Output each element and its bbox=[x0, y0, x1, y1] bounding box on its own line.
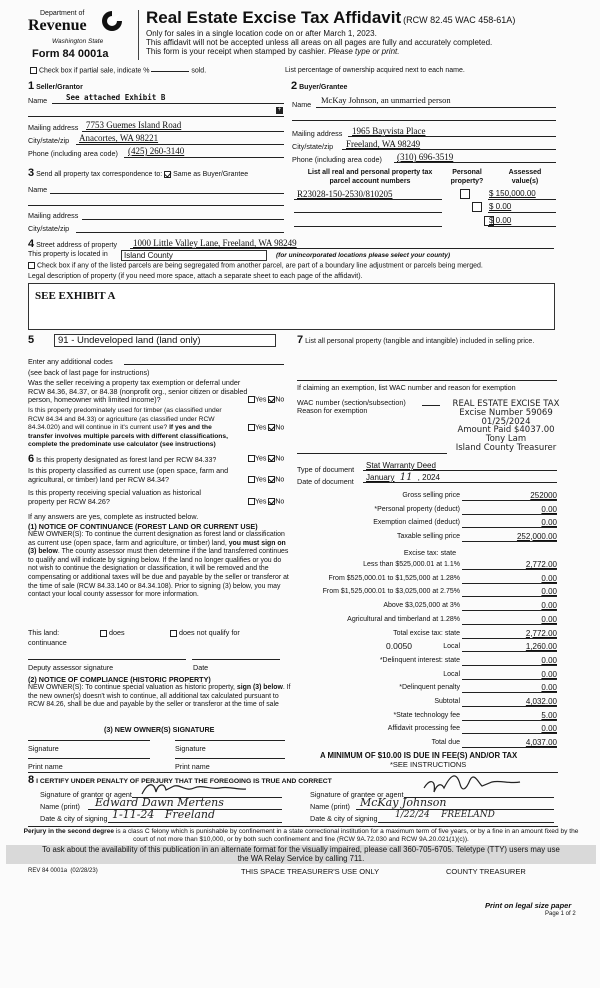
tax-state-row-label: Subtotal bbox=[434, 698, 460, 705]
notice2-text-b: . If the new owner(s) doesn't wish to continue, all additional tax calculated pursuant to RCW 84.26, shall be due and payable by the seller or transferor at the time of sale bbox=[28, 684, 291, 709]
buyer-mailing-label: Mailing address bbox=[292, 129, 343, 138]
notice2-text bbox=[28, 684, 292, 710]
tax-state-row-label: Local bbox=[443, 670, 460, 678]
seller-name-label: Name bbox=[28, 96, 48, 105]
new-owner-signature-title: (3) NEW OWNER(S) SIGNATURE bbox=[104, 725, 215, 734]
tax-state-row-value[interactable]: 0.00 bbox=[541, 614, 557, 624]
reason-label: Reason for exemption bbox=[297, 406, 368, 415]
notice2-bold: sign (3) below bbox=[236, 684, 283, 691]
buyer-mailing-line bbox=[348, 136, 556, 137]
personal-property-list-label: List all personal property (tangible and intangible) included in selling price. bbox=[305, 338, 535, 345]
grantee-date-field[interactable]: 1/22/24 FREELAND bbox=[395, 810, 495, 820]
assessed-value-2[interactable]: $ 0.00 bbox=[489, 202, 512, 211]
form-title-block bbox=[146, 8, 586, 56]
deputy-signature-line[interactable] bbox=[28, 659, 186, 660]
tax-state-row-label: Less than $525,000.01 at 1.1% bbox=[363, 561, 460, 568]
section-2-number: 2 bbox=[291, 80, 298, 92]
doc-type-field[interactable]: Stat Warranty Deed bbox=[366, 461, 436, 470]
form-title: Real Estate Excise Tax Affidavit bbox=[146, 8, 402, 27]
county-treasurer-label: COUNTY TREASURER bbox=[446, 867, 526, 876]
deputy-date-label: Date bbox=[193, 663, 209, 672]
seller-heading bbox=[28, 80, 83, 92]
grantee-name-field[interactable]: McKay Johnson bbox=[360, 796, 447, 809]
doc-date-line bbox=[363, 482, 557, 483]
stamp-line-2: Excise Number 59069 bbox=[459, 407, 553, 418]
correspondence-mailing-label: Mailing address bbox=[28, 211, 79, 220]
buyer-name-field[interactable]: McKay Johnson, an unmarried person bbox=[321, 95, 451, 105]
county-note: (for unincorporated locations please select your county) bbox=[276, 252, 451, 259]
no-label: No bbox=[275, 424, 285, 432]
seller-city-line bbox=[76, 144, 284, 145]
grantee-date-line bbox=[378, 822, 554, 823]
header-divider bbox=[138, 10, 139, 60]
exemption-label: If claiming an exemption, list WAC number and reason for exemption bbox=[297, 383, 516, 392]
tax-state-row-line bbox=[462, 651, 557, 652]
assessed-value-1[interactable]: $ 150,000.00 bbox=[489, 189, 536, 198]
seller-phone-field[interactable]: (425) 260-3140 bbox=[128, 146, 185, 156]
tax-state-row-label: Above $3,025,000 at 3% bbox=[383, 602, 460, 610]
segregation-label: Check box if any of the listed parcels are being segregated from another parcel, are part of a boundary line adjustment or parcels being merged. bbox=[36, 262, 483, 270]
section6-q3-answer bbox=[248, 498, 284, 505]
grantor-signature-label: Signature of grantor or agent bbox=[40, 790, 132, 799]
perjury-text: is a class C felony which is punishable by confinement in a state correctional institution for a maximum term of five years, or by a fine in an amount fixed by the court of not more than $10,000, or by both such confinement and fine (RCW 9A.72.030 and RCW 9A.20.021(1)(c)). bbox=[115, 828, 579, 843]
located-label: This property is located in bbox=[28, 251, 108, 258]
owner-signature-line-2[interactable] bbox=[175, 740, 285, 741]
same-as-buyer-checkbox[interactable] bbox=[164, 171, 171, 178]
seller-city-label: City/state/zip bbox=[28, 136, 70, 145]
tax-state-row-line bbox=[462, 638, 557, 639]
tax-state-row-label: Total due bbox=[431, 739, 460, 747]
correspondence-mailing-line bbox=[82, 219, 284, 220]
personal-property-checkbox-2[interactable] bbox=[472, 202, 482, 212]
wac-line[interactable] bbox=[422, 405, 440, 406]
owner-print-label-1: Print name bbox=[28, 762, 63, 771]
tax-state-row-label: Affidavit processing fee bbox=[387, 725, 460, 733]
notice2-text-a: NEW OWNER(S): To continue special valuation as historic property, bbox=[28, 684, 235, 691]
header-line-3 bbox=[146, 47, 586, 56]
buyer-heading bbox=[291, 80, 347, 92]
seller-phone-label: Phone (including area code) bbox=[28, 149, 118, 158]
tax-row-label: *Personal property (deduct) bbox=[374, 505, 460, 513]
does-not-option bbox=[170, 628, 240, 637]
tax-row-value[interactable]: 252,000.00 bbox=[516, 531, 557, 541]
section5-q1: Was the seller receiving a property tax exemption or deferral under RCW 84.36, 84.37, or 84.38 (nonprofit org., senior citizen or disabled person, homeowner with limited income)? bbox=[28, 378, 248, 404]
tax-state-row-value[interactable]: 5.00 bbox=[541, 710, 557, 720]
partial-sale-sold-label: sold. bbox=[191, 67, 207, 75]
parcel-number-1[interactable]: R23028-150-2530/810205 bbox=[297, 189, 393, 199]
parcel-col-header: List all real and personal property tax parcel account numbers bbox=[307, 169, 433, 185]
tax-row-line bbox=[462, 527, 557, 528]
see-instructions: *SEE INSTRUCTIONS bbox=[390, 760, 467, 769]
alt-format-notice: To ask about the availability of this publication in an alternate format for the visually impaired, please call 360-705-6705. Teletype (TTY) users may use the WA Relay Service by calling 711. bbox=[6, 845, 596, 864]
add-seller-icon[interactable]: + bbox=[277, 107, 282, 113]
tax-state-row-value[interactable]: 2,772.00 bbox=[525, 628, 557, 638]
seller-mailing-field[interactable]: 7753 Guemes Island Road bbox=[86, 120, 182, 130]
owner-signature-label-2: Signature bbox=[175, 744, 206, 753]
tax-state-row-value[interactable]: 0.00 bbox=[541, 655, 557, 665]
seller-name-line bbox=[52, 103, 284, 104]
assessed-col-header: Assessed value(s) bbox=[508, 169, 542, 185]
tax-state-row-line bbox=[462, 733, 557, 734]
parcel-line-3 bbox=[294, 226, 442, 227]
agency-logo bbox=[28, 8, 133, 64]
notice1-text-b: . The county assessor must then determine if the land transferred continues to qualify and will indicate by signing below. If the land no longer qualifies or you do not wish to continue the designation or classification, it will be removed and the compensating or additional taxes will be due and payable by the seller or transferor at the time of sale (RCW 84.33.140 or 84.34.108). Prior to signing (3) below, you may contact your local county assessor for more information. bbox=[28, 548, 289, 599]
stamp-line-4: Amount Paid $4037.00 bbox=[457, 425, 555, 436]
section-8-number: 8 bbox=[28, 774, 35, 786]
tax-state-row-value[interactable]: 4,032.00 bbox=[525, 697, 557, 706]
header-line-2: This affidavit will not be accepted unless all areas on all pages are fully and accurately completed. bbox=[146, 38, 493, 47]
tax-state-row-line bbox=[462, 747, 557, 748]
legal-description-text: SEE EXHIBIT A bbox=[35, 290, 116, 302]
section5-q1-no-checkbox[interactable] bbox=[268, 396, 275, 403]
seller-mailing-line bbox=[82, 131, 284, 132]
deputy-date-line[interactable] bbox=[192, 659, 280, 660]
agency-name: Revenue bbox=[28, 17, 87, 34]
does-label: does bbox=[109, 628, 125, 637]
section7-label bbox=[297, 336, 562, 346]
buyer-name-label: Name bbox=[292, 100, 312, 109]
tax-state-row-label: From $525,000.01 to $1,525,000 at 1.28% bbox=[328, 574, 460, 582]
grantor-date-label: Date & city of signing bbox=[40, 814, 108, 823]
grantee-signature-field[interactable] bbox=[420, 770, 530, 798]
section-3-number: 3 bbox=[28, 167, 35, 179]
reason-line[interactable] bbox=[297, 453, 447, 454]
buyer-city-label: City/state/zip bbox=[292, 142, 334, 151]
yes-label: Yes bbox=[255, 396, 267, 404]
tax-state-row-line bbox=[462, 624, 557, 625]
section5-q2-yes-checkbox[interactable] bbox=[248, 424, 255, 431]
buyer-heading-label: Buyer/Grantee bbox=[299, 84, 348, 91]
segregation-row bbox=[28, 262, 483, 269]
notice1-text-a: NEW OWNER(S): To continue the current designation as forest land or classification as current use (open space, farm and agriculture, or timber) land, bbox=[28, 531, 285, 547]
tax-state-row-line bbox=[462, 692, 557, 693]
tax-row-label: Gross selling price bbox=[402, 492, 460, 499]
grantor-signature-field[interactable] bbox=[140, 780, 240, 796]
form-number: Form 84 0001a bbox=[32, 48, 109, 60]
perjury-bold: Perjury in the second degree bbox=[23, 828, 115, 835]
buyer-phone-label: Phone (including area code) bbox=[292, 155, 382, 164]
land-use-select[interactable]: 91 - Undeveloped land (land only) bbox=[54, 334, 276, 347]
section6-q2: Is this property classified as current use (open space, farm and agricultural, or timber) land per RCW 84.34? bbox=[28, 466, 229, 484]
assessed-line-3 bbox=[488, 226, 556, 227]
tax-state-row-line bbox=[462, 583, 557, 584]
correspondence-city-line bbox=[76, 232, 284, 233]
owner-print-line-1[interactable] bbox=[28, 758, 150, 759]
form-rcw: (RCW 82.45 WAC 458-61A) bbox=[403, 15, 516, 25]
ownership-note: List percentage of ownership acquired next to each name. bbox=[285, 67, 465, 74]
section6-instructions: If any answers are yes, complete as instructed below. bbox=[28, 512, 199, 521]
section6-q3: Is this property receiving special valuation as historical property per RCW 84.26? bbox=[28, 488, 201, 506]
tax-state-row-label: Agricultural and timberland at 1.28% bbox=[347, 615, 460, 623]
section6-q2-yes-checkbox[interactable] bbox=[248, 476, 255, 483]
property-street-field[interactable]: 1000 Little Valley Lane, Freeland, WA 98249 bbox=[133, 238, 297, 248]
same-as-buyer-label: Same as Buyer/Grantee bbox=[173, 171, 249, 178]
rev-number: REV 84 0001a (02/28/23) bbox=[28, 868, 98, 874]
section-5-number: 5 bbox=[28, 334, 35, 346]
page-number: Page 1 of 2 bbox=[545, 911, 576, 917]
grantee-signature-label: Signature of grantee or agent bbox=[310, 790, 404, 799]
does-not-label: does not qualify for bbox=[179, 628, 240, 637]
tax-state-row-label: *Delinquent penalty bbox=[399, 684, 460, 692]
tax-state-row-value[interactable]: 0.00 bbox=[541, 587, 557, 597]
doc-date-month: January bbox=[366, 473, 395, 482]
section6-q2-answer bbox=[248, 476, 284, 483]
segregation-checkbox[interactable] bbox=[28, 262, 35, 269]
perjury-notice bbox=[16, 828, 586, 844]
state-name: Washington State bbox=[52, 38, 104, 45]
dept-line: Department of bbox=[40, 10, 85, 17]
buyer-phone-field[interactable]: (310) 696-3519 bbox=[397, 152, 454, 162]
section6-q1-no-checkbox[interactable] bbox=[268, 455, 275, 462]
section5-q1-answer bbox=[248, 396, 284, 403]
county-select[interactable]: Island County bbox=[121, 250, 267, 261]
owner-print-label-2: Print name bbox=[175, 762, 210, 771]
property-street-row bbox=[28, 238, 117, 250]
buyer-mailing-field[interactable]: 1965 Bayvista Place bbox=[352, 126, 426, 136]
tax-state-row-value[interactable]: 4,037.00 bbox=[525, 738, 557, 748]
section-4-number: 4 bbox=[28, 238, 35, 250]
tax-state-row-line bbox=[462, 569, 557, 570]
no-label: No bbox=[275, 396, 285, 404]
tax-state-row-label: *State technology fee bbox=[393, 711, 460, 719]
street-label: Street address of property bbox=[36, 242, 118, 249]
partial-sale-row bbox=[30, 67, 206, 74]
grantee-date-label: Date & city of signing bbox=[310, 814, 378, 823]
personal-property-line[interactable] bbox=[297, 380, 557, 381]
notice1-bold: you must sign on (3) below bbox=[28, 539, 286, 556]
doc-type-line bbox=[363, 470, 557, 471]
tax-state-row-label: *Delinquent interest: state bbox=[379, 656, 460, 664]
section-7-number: 7 bbox=[297, 334, 304, 346]
does-checkbox[interactable] bbox=[100, 630, 107, 637]
yes-label: Yes bbox=[255, 424, 267, 432]
tax-state-row-label: Total excise tax: state bbox=[393, 629, 460, 637]
seller-name-field[interactable]: See attached Exhibit B bbox=[66, 93, 166, 102]
section5-q2-answer bbox=[248, 424, 284, 431]
section6-q1 bbox=[28, 453, 216, 465]
correspondence-heading bbox=[28, 167, 248, 179]
tax-state-row-line bbox=[462, 665, 557, 666]
tax-row-line bbox=[462, 541, 557, 542]
tax-state-row-value[interactable]: 1,260.00 bbox=[525, 642, 557, 652]
section8-bottom-rule bbox=[28, 826, 558, 827]
tax-state-row-value[interactable]: 2,772.00 bbox=[525, 560, 557, 569]
correspondence-label: Send all property tax correspondence to: bbox=[36, 171, 163, 178]
tax-row-label: Taxable selling price bbox=[396, 532, 460, 540]
yes-label: Yes bbox=[255, 498, 267, 506]
deputy-label: Deputy assessor signature bbox=[28, 663, 114, 672]
tax-state-row-value[interactable]: 0.00 bbox=[541, 573, 557, 583]
correspondence-city-label: City/state/zip bbox=[28, 224, 70, 233]
section6-q1-text: Is this property designated as forest land per RCW 84.33? bbox=[36, 457, 217, 464]
section6-q2-no-checkbox[interactable] bbox=[268, 476, 275, 483]
notice1-text bbox=[28, 531, 290, 600]
assessed-line-2 bbox=[488, 212, 556, 213]
continuance-label: continuance bbox=[28, 638, 67, 647]
tax-state-row-line bbox=[462, 720, 557, 721]
additional-codes-note: (see back of last page for instructions) bbox=[28, 368, 150, 377]
grantor-date-field[interactable]: 1-11-24 Freeland bbox=[112, 808, 216, 821]
section-6-number: 6 bbox=[28, 453, 35, 465]
tax-row-label: Exemption claimed (deduct) bbox=[373, 519, 460, 526]
grantor-name-field[interactable]: Edward Dawn Mertens bbox=[95, 796, 224, 809]
tax-state-row-line bbox=[462, 706, 557, 707]
tax-state-row-value[interactable]: 0.00 bbox=[541, 601, 557, 611]
seller-name-line-2 bbox=[28, 116, 284, 117]
section5-q2 bbox=[28, 407, 233, 450]
tax-state-row-line bbox=[462, 679, 557, 680]
owner-signature-line-1[interactable] bbox=[28, 740, 150, 741]
assessed-value-3[interactable]: $ 0.00 bbox=[489, 216, 512, 225]
grantor-date-line bbox=[108, 822, 282, 823]
doc-date-label: Date of document bbox=[297, 477, 354, 486]
buyer-phone-line bbox=[394, 162, 556, 163]
certify-text: I CERTIFY UNDER PENALTY OF PERJURY THAT THE FOREGOING IS TRUE AND CORRECT bbox=[36, 778, 332, 785]
tax-state-row-line bbox=[462, 596, 557, 597]
partial-sale-checkbox[interactable] bbox=[30, 67, 37, 74]
tax-state-row-value[interactable]: 0.00 bbox=[541, 683, 557, 693]
wac-label: WAC number (section/subsection) bbox=[297, 398, 406, 407]
section6-q3-yes-checkbox[interactable] bbox=[248, 498, 255, 505]
seller-mailing-label: Mailing address bbox=[28, 123, 79, 132]
seller-phone-line bbox=[124, 157, 284, 158]
doc-type-label: Type of document bbox=[297, 465, 355, 474]
treasurer-space-label: THIS SPACE TREASURER'S USE ONLY bbox=[241, 867, 380, 876]
owner-print-line-2[interactable] bbox=[175, 758, 285, 759]
header-line-1: Only for sales in a single location code on or after March 1, 2023. bbox=[146, 29, 377, 38]
notice2-title: (2) NOTICE OF COMPLIANCE (HISTORIC PROPERTY) bbox=[28, 675, 211, 684]
correspondence-name-label: Name bbox=[28, 185, 48, 194]
additional-codes-line[interactable] bbox=[124, 364, 284, 365]
personal-col-header: Personal property? bbox=[450, 169, 484, 185]
seller-city-field[interactable]: Anacortes, WA 98221 bbox=[79, 133, 159, 143]
partial-sale-label: Check box if partial sale, indicate % bbox=[38, 67, 150, 75]
parcel-line-1 bbox=[294, 199, 442, 200]
legal-description-field[interactable] bbox=[28, 283, 555, 330]
tax-state-row-label: Local bbox=[443, 643, 460, 651]
treasurer-stamp bbox=[446, 400, 566, 453]
buyer-name-line bbox=[316, 107, 556, 108]
yes-label: Yes bbox=[255, 455, 267, 463]
section5-q1-yes-checkbox[interactable] bbox=[248, 396, 255, 403]
this-land-label: This land: bbox=[28, 628, 60, 637]
correspondence-name-line-2 bbox=[28, 205, 284, 206]
print-note: Print on legal size paper bbox=[485, 901, 572, 910]
no-label: No bbox=[275, 455, 285, 463]
correspondence-name-line bbox=[50, 193, 284, 194]
tax-state-row-label: From $1,525,000.01 to $3,025,000 at 2.75% bbox=[322, 588, 460, 596]
section6-q1-yes-checkbox[interactable] bbox=[248, 455, 255, 462]
partial-sale-percent-field[interactable] bbox=[151, 71, 189, 72]
yes-label: Yes bbox=[255, 476, 267, 484]
tax-state-row-value[interactable]: 0.00 bbox=[541, 669, 557, 679]
stamp-line-6: Island County Treasurer bbox=[455, 442, 557, 453]
stamp-line-1: REAL ESTATE EXCISE TAX bbox=[452, 399, 560, 409]
doc-date-year: , 2024 bbox=[417, 473, 440, 482]
minimum-note: A MINIMUM OF $10.00 IS DUE IN FEE(S) AND/OR TAX bbox=[320, 751, 518, 760]
tax-row-line bbox=[462, 514, 557, 515]
grantor-name-label: Name (print) bbox=[40, 802, 80, 811]
legal-description-label: Legal description of property (if you need more space, attach a separate sheet to each page of the affidavit). bbox=[28, 273, 363, 280]
receipt-note: This form is your receipt when stamped by cashier. bbox=[146, 47, 327, 56]
tax-row-value[interactable]: 0.00 bbox=[541, 518, 557, 527]
buyer-name-line-2 bbox=[292, 120, 556, 121]
revenue-logo-icon bbox=[100, 10, 124, 32]
tax-row-value[interactable]: 252000 bbox=[530, 491, 557, 500]
grantee-name-label: Name (print) bbox=[310, 802, 350, 811]
additional-codes-label: Enter any additional codes bbox=[28, 357, 113, 366]
does-not-checkbox[interactable] bbox=[170, 630, 177, 637]
no-label: No bbox=[275, 476, 285, 484]
parcel-line-2 bbox=[294, 212, 442, 213]
tax-state-row-value[interactable]: 0.00 bbox=[541, 724, 557, 734]
buyer-city-line bbox=[342, 149, 556, 150]
section5-q2-bold: If yes and the transfer involves multiple parcels with different classifications, complete the predominate use calculator (see instructions) bbox=[28, 424, 228, 448]
tax-state-row-line bbox=[462, 610, 557, 611]
does-option bbox=[100, 628, 125, 637]
notice1-title: (1) NOTICE OF CONTINUANCE (FOREST LAND OR CURRENT USE) bbox=[28, 522, 258, 531]
section6-q3-no-checkbox[interactable] bbox=[268, 498, 275, 505]
type-print-note: Please type or print. bbox=[328, 47, 400, 56]
section-1-number: 1 bbox=[28, 80, 35, 92]
property-street-line bbox=[130, 248, 554, 249]
stamp-line-5: Tony Lam bbox=[485, 434, 527, 445]
section5-q2-no-checkbox[interactable] bbox=[268, 424, 275, 431]
stamp-line-3: 01/25/2024 bbox=[481, 416, 531, 427]
section5-q2-text: Is this property predominately used for timber (as classified under RCW 84.34 and 84.33) or agriculture (as classified under RCW 84.34.020) and will continue in it's current use? bbox=[28, 407, 222, 431]
excise-header: Excise tax: state bbox=[403, 548, 457, 557]
assessed-line-1 bbox=[488, 199, 556, 200]
local-rate: 0.0050 bbox=[386, 641, 412, 651]
tax-row-value[interactable]: 0.00 bbox=[541, 504, 557, 514]
doc-date-day: 11 bbox=[399, 472, 413, 483]
seller-heading-label: Seller/Grantor bbox=[36, 84, 83, 91]
section6-q1-answer bbox=[248, 455, 284, 462]
owner-signature-label-1: Signature bbox=[28, 744, 59, 753]
tax-row-line bbox=[462, 500, 557, 501]
no-label: No bbox=[275, 498, 285, 506]
personal-property-checkbox-1[interactable] bbox=[460, 189, 470, 199]
buyer-city-field[interactable]: Freeland, WA 98249 bbox=[346, 139, 421, 149]
